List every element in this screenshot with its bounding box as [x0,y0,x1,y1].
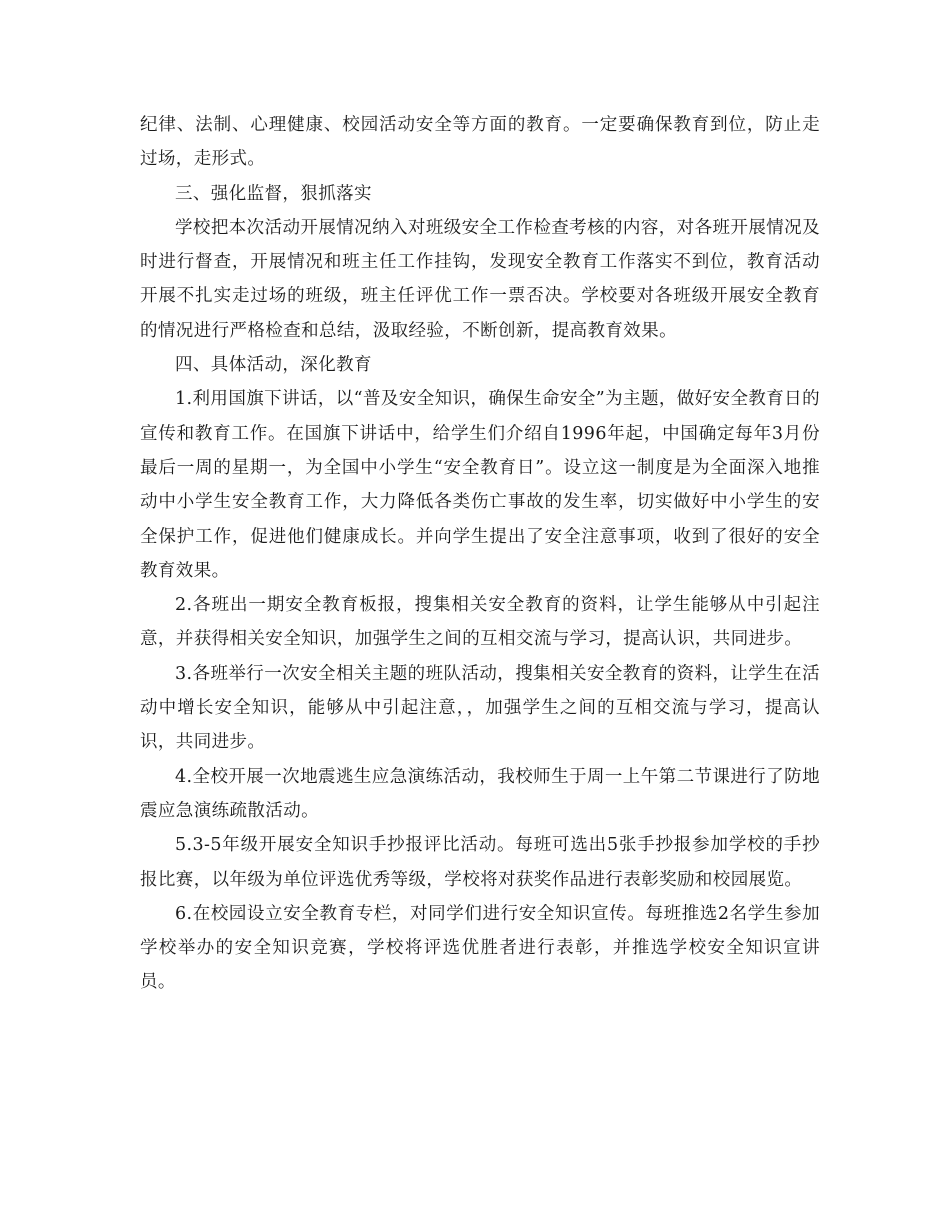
activity-item-4: 4.全校开展一次地震逃生应急演练活动，我校师生于周一上午第二节课进行了防地震应急演练疏散活动。 [140,766,820,821]
section-heading-3: 三、强化监督，狠抓落实 [175,183,372,204]
document-page [140,108,820,1000]
paragraph-continuation: 纪律、法制、心理健康、校园活动安全等方面的教育。一定要确保教育到位，防止走过场，走形式。 [140,115,820,170]
activity-item-6: 6.在校园设立安全教育专栏，对同学们进行安全知识宣传。每班推选2名学生参加学校举办的安全知识竞赛，学校将评选优胜者进行表彰，并推选学校安全知识宣讲员。 [140,903,820,993]
activity-item-1: 1.利用国旗下讲话，以“普及安全知识，确保生命安全”为主题，做好安全教育日的宣传和教育工作。在国旗下讲话中，给学生们介绍自1996年起，中国确定每年3月份最后一周的星期一，为全国中小学生“安全教育日”。设立这一制度是为全面深入地推动中小学生安全教育工作，大力降低各类伤亡事故的发生率，切实做好中小学生的安全保护工作，促进他们健康成长。并向学生提出了安全注意事项，收到了很好的安全教育效果。 [140,389,820,581]
paragraph-supervision: 学校把本次活动开展情况纳入对班级安全工作检查考核的内容，对各班开展情况及时进行督查，开展情况和班主任工作挂钩，发现安全教育工作落实不到位，教育活动开展不扎实走过场的班级，班主任评优工作一票否决。学校要对各班级开展安全教育的情况进行严格检查和总结，汲取经验，不断创新，提高教育效果。 [140,217,820,341]
activity-item-2: 2.各班出一期安全教育板报，搜集相关安全教育的资料，让学生能够从中引起注意，并获得相关安全知识，加强学生之间的互相交流与学习，提高认识，共同进步。 [140,595,820,650]
activity-item-3: 3.各班举行一次安全相关主题的班队活动，搜集相关安全教育的资料，让学生在活动中增长安全知识，能够从中引起注意，，加强学生之间的互相交流与学习，提高认识，共同进步。 [140,663,820,753]
section-heading-4: 四、具体活动，深化教育 [175,355,372,376]
activity-item-5: 5.3-5年级开展安全知识手抄报评比活动。每班可选出5张手抄报参加学校的手抄报比赛，以年级为单位评选优秀等级，学校将对获奖作品进行表彰奖励和校园展览。 [140,835,820,890]
